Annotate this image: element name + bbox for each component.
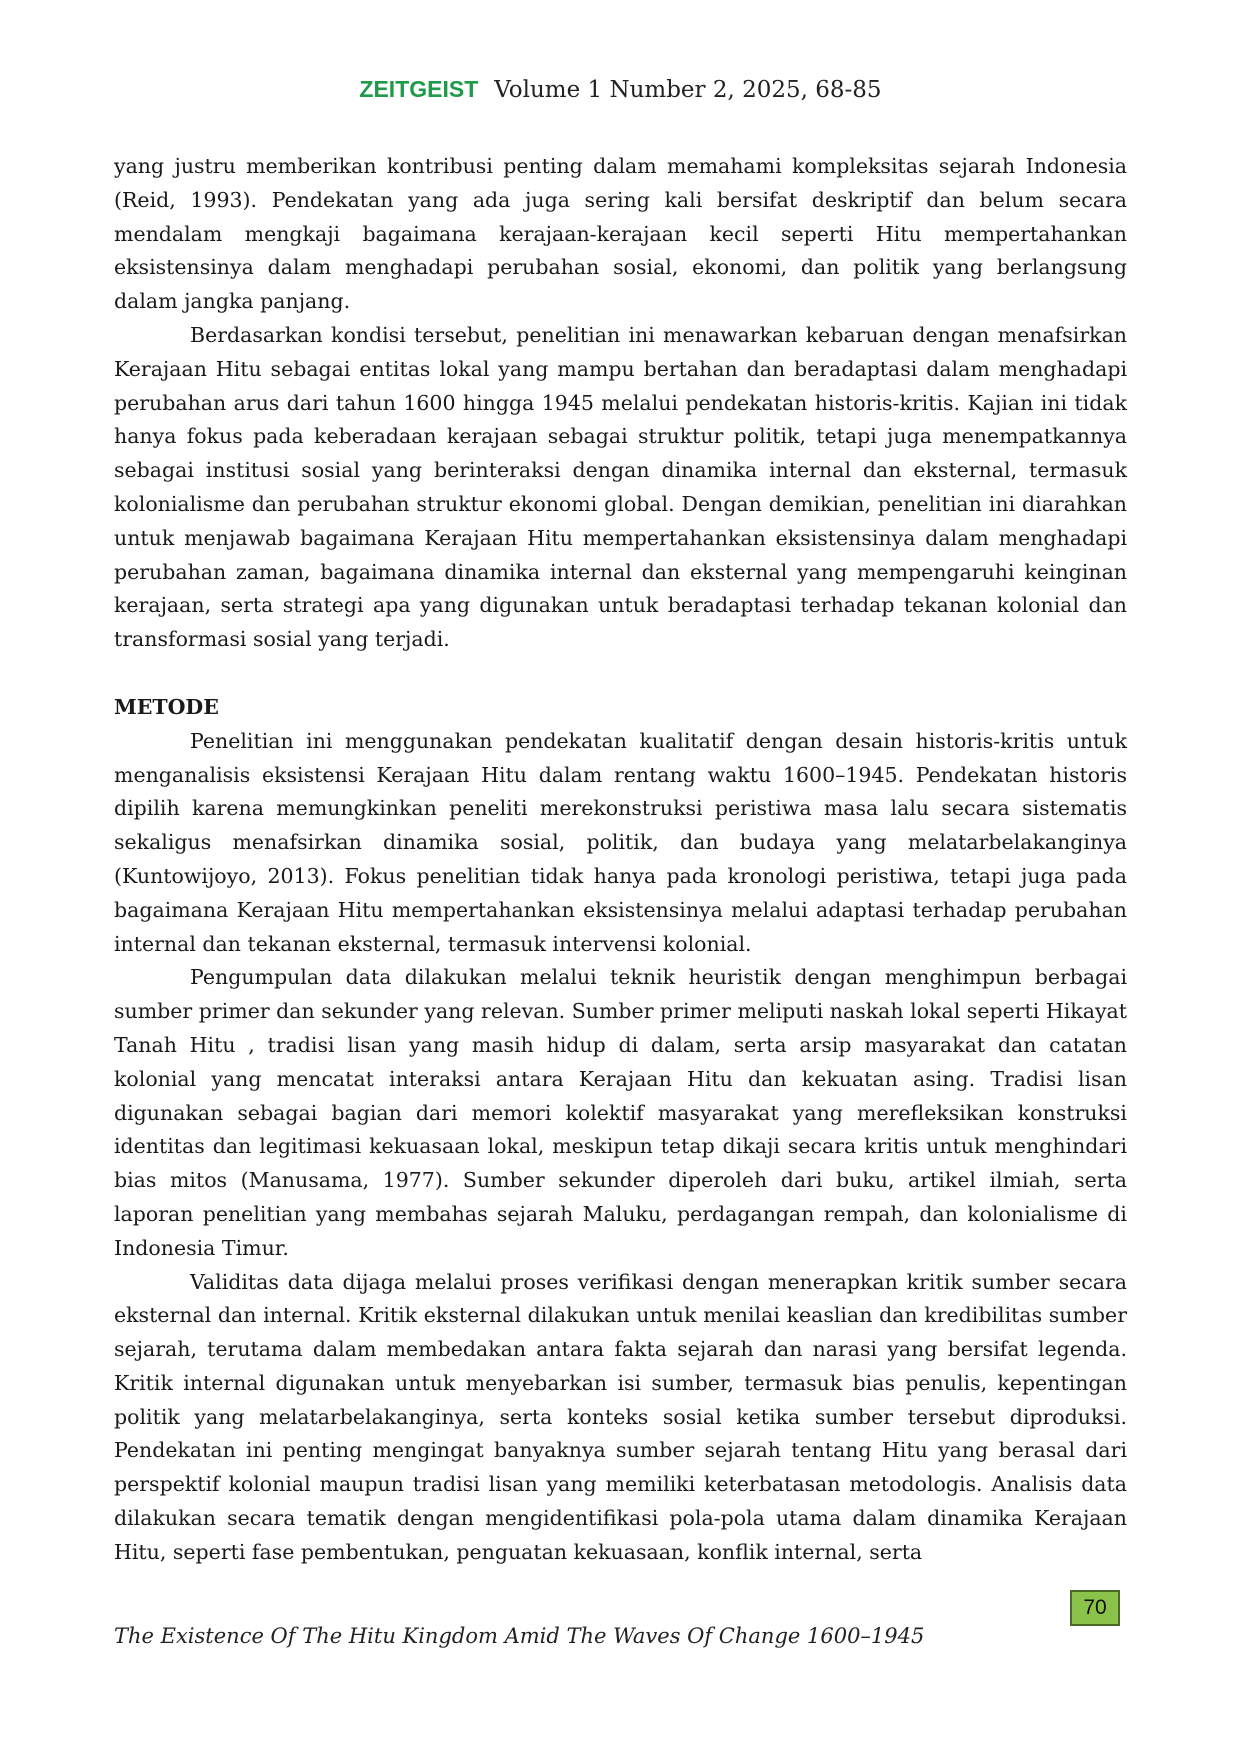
paragraph-intro-1: yang justru memberikan kontribusi penting dalam memahami kompleksitas sejarah Indonesia (Reid, 1993). Pendekatan yang ada juga sering kali bersifat deskriptif dan belum secara mendalam mengkaji bagaimana kerajaan-kerajaan kecil seperti Hitu mempertahankan eksistensinya dalam menghadapi perubahan sosial, ekonomi, dan politik yang berlangsung dalam jangka panjang. <box>114 154 1127 314</box>
running-footer: The Existence Of The Hitu Kingdom Amid The Waves Of Change 1600–1945 <box>114 1624 925 1648</box>
volume-info: Volume 1 Number 2, 2025, 68-85 <box>494 77 882 103</box>
section-heading-metode: METODE <box>114 694 219 719</box>
paragraph-method-3: Validitas data dijaga melalui proses verifikasi dengan menerapkan kritik sumber secara eksternal dan internal. Kritik eksternal dilakukan untuk menilai keaslian dan kredibilitas sumber sejarah, terutama dalam membedakan antara fakta sejarah dan narasi yang bersifat legenda. Kritik internal digunakan untuk menyebarkan isi sumber, termasuk bias penulis, kepentingan politik yang melatarbelakanginya, serta konteks sosial ketika sumber tersebut diproduksi. Pendekatan ini penting mengingat banyaknya sumber sejarah tentang Hitu yang berasal dari perspektif kolonial maupun tradisi lisan yang memiliki keterbatasan metodologis. Analisis data dilakukan secara tematik dengan mengidentifikasi pola-pola utama dalam dinamika Kerajaan Hitu, seperti fase pembentukan, penguatan kekuasaan, konflik internal, serta <box>114 1269 1127 1564</box>
paragraph-method-2: Pengumpulan data dilakukan melalui teknik heuristik dengan menghimpun berbagai sumber primer dan sekunder yang relevan. Sumber primer meliputi naskah lokal seperti Hikayat Tanah Hitu , tradisi lisan yang masih hidup di dalam, serta arsip masyarakat dan catatan kolonial yang mencatat interaksi antara Kerajaan Hitu dan kekuatan asing. Tradisi lisan digunakan sebagai bagian dari memori kolektif masyarakat yang merefleksikan konstruksi identitas dan legitimasi kekuasaan lokal, meskipun tetap dikaji secara kritis untuk menghindari bias mitos (Manusama, 1977). Sumber sekunder diperoleh dari buku, artikel ilmiah, serta laporan penelitian yang membahas sejarah Maluku, perdagangan rempah, dan kolonialisme di Indonesia Timur. <box>114 965 1127 1260</box>
journal-name: ZEITGEIST <box>359 76 479 102</box>
page-number-badge: 70 <box>1070 1590 1120 1626</box>
body-text <box>114 150 1127 1570</box>
running-header <box>0 76 1241 103</box>
paragraph-method-1: Penelitian ini menggunakan pendekatan kualitatif dengan desain historis-kritis untuk menganalisis eksistensi Kerajaan Hitu dalam rentang waktu 1600–1945. Pendekatan historis dipilih karena memungkinkan peneliti merekonstruksi peristiwa masa lalu secara sistematis sekaligus menafsirkan dinamika sosial, politik, dan budaya yang melatarbelakanginya (Kuntowijoyo, 2013). Fokus penelitian tidak hanya pada kronologi peristiwa, tetapi juga pada bagaimana Kerajaan Hitu mempertahankan eksistensinya melalui adaptasi terhadap perubahan internal dan tekanan eksternal, termasuk intervensi kolonial. <box>114 728 1127 956</box>
paragraph-intro-2: Berdasarkan kondisi tersebut, penelitian ini menawarkan kebaruan dengan menafsirkan Kerajaan Hitu sebagai entitas lokal yang mampu bertahan dan beradaptasi dalam menghadapi perubahan arus dari tahun 1600 hingga 1945 melalui pendekatan historis-kritis. Kajian ini tidak hanya fokus pada keberadaan kerajaan sebagai struktur politik, tetapi juga menempatkannya sebagai institusi sosial yang berinteraksi dengan dinamika internal dan eksternal, termasuk kolonialisme dan perubahan struktur ekonomi global. Dengan demikian, penelitian ini diarahkan untuk menjawab bagaimana Kerajaan Hitu mempertahankan eksistensinya dalam menghadapi perubahan zaman, bagaimana dinamika internal dan eksternal yang mempengaruhi keinginan kerajaan, serta strategi apa yang digunakan untuk beradaptasi terhadap tekanan kolonial dan transformasi sosial yang terjadi. <box>114 322 1127 652</box>
